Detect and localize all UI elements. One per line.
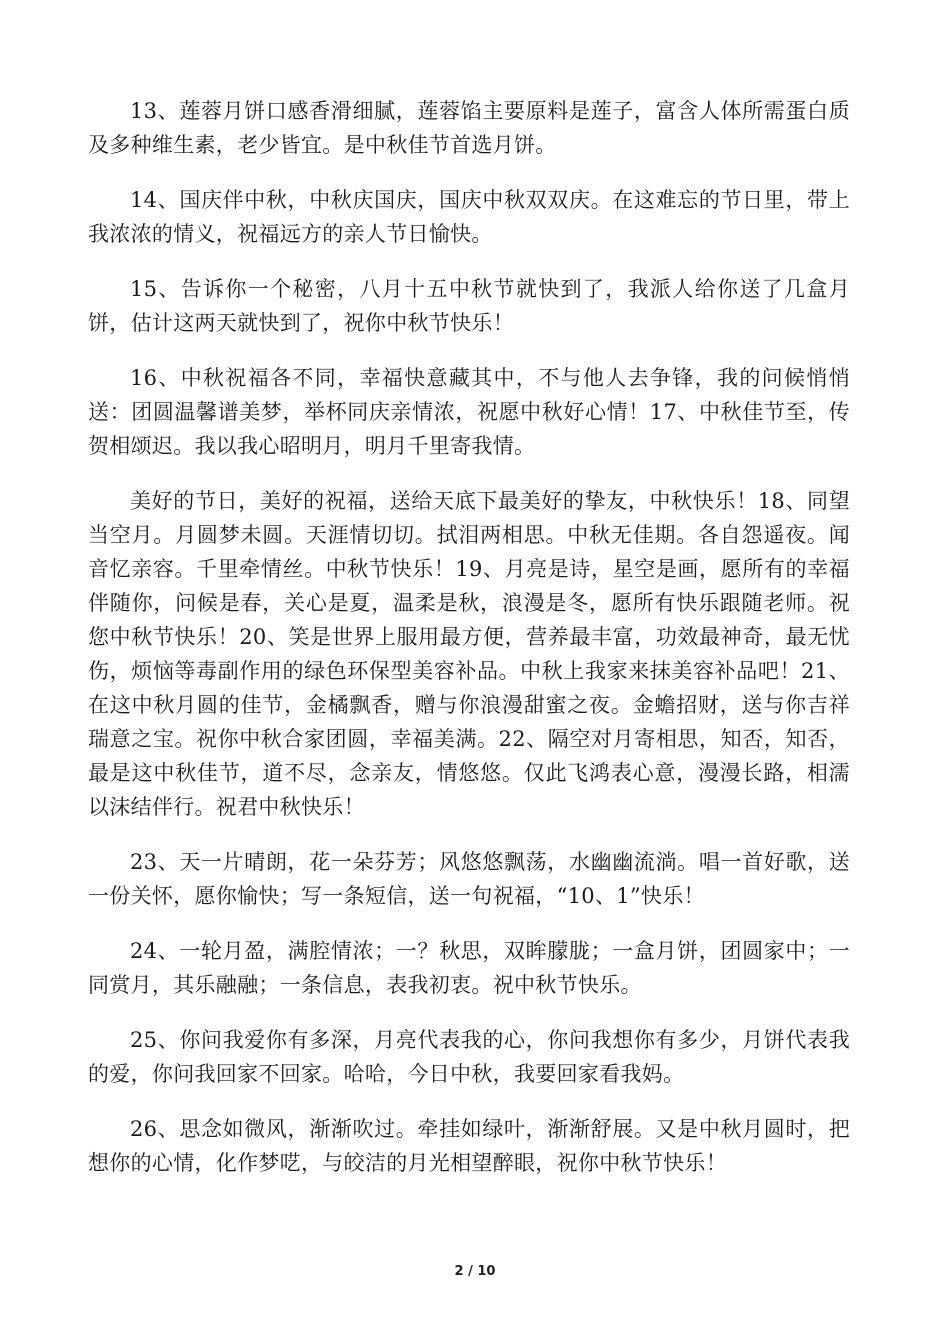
paragraph-23: 23、天一片晴朗，花一朵芬芳；风悠悠飘荡，水幽幽流淌。唱一首好歌，送一份关怀，愿你愉快；写一条短信，送一句祝福，“10、1”快乐！ [88, 850, 850, 908]
paragraph-25: 25、你问我爱你有多深，月亮代表我的心，你问我想你有多少，月饼代表我的爱，你问我回家不回家。哈哈，今日中秋，我要回家看我妈。 [88, 1028, 850, 1086]
paragraph-26: 26、思念如微风，渐渐吹过。牵挂如绿叶，渐渐舒展。又是中秋月圆时，把想你的心情，化作梦呓，与皎洁的月光相望醉眼，祝你中秋节快乐！ [88, 1117, 850, 1175]
paragraph-24: 24、一轮月盈，满腔情浓；一？秋思，双眸朦胧；一盒月饼，团圆家中；一同赏月，其乐融融；一条信息，表我初衷。祝中秋节快乐。 [88, 939, 850, 997]
paragraph-18-22: 美好的节日，美好的祝福，送给天底下最美好的挚友，中秋快乐！18、同望当空月。月圆梦未圆。天涯情切切。拭泪两相思。中秋无佳期。各自怨遥夜。闻音忆亲容。千里牵情丝。中秋节快乐！19、月亮是诗，星空是画，愿所有的幸福伴随你，问候是春，关心是夏，温柔是秋，浪漫是冬，愿所有快乐跟随老师。祝您中秋节快乐！20、笑是世界上服用最方便，营养最丰富，功效最神奇，最无忧伤，烦恼等毒副作用的绿色环保型美容补品。中秋上我家来抹美容补品吧！21、在这中秋月圆的佳节，金橘飘香，赠与你浪漫甜蜜之夜。金蟾招财，送与你吉祥瑞意之宝。祝你中秋合家团圆，幸福美满。22、隔空对月寄相思，知否，知否，最是这中秋佳节，道不尽，念亲友，情悠悠。仅此飞鸿表心意，漫漫长路，相濡以沫结伴行。祝君中秋快乐！ [88, 489, 850, 819]
paragraph-14: 14、国庆伴中秋，中秋庆国庆，国庆中秋双双庆。在这难忘的节日里，带上我浓浓的情义，祝福远方的亲人节日愉快。 [88, 188, 850, 246]
paragraph-15: 15、告诉你一个秘密，八月十五中秋节就快到了，我派人给你送了几盒月饼，估计这两天就快到了，祝你中秋节快乐！ [88, 277, 850, 335]
page-number: 2 / 10 [454, 1264, 496, 1279]
paragraph-16-17: 16、中秋祝福各不同，幸福快意藏其中，不与他人去争锋，我的问候悄悄送：团圆温馨谱美梦，举杯同庆亲情浓，祝愿中秋好心情！17、中秋佳节至，传贺相颂迟。我以我心昭明月，明月千里寄我情。 [88, 366, 850, 458]
document-body [88, 94, 850, 1201]
paragraph-13: 13、莲蓉月饼口感香滑细腻，莲蓉馅主要原料是莲子，富含人体所需蛋白质及多种维生素，老少皆宜。是中秋佳节首选月饼。 [88, 99, 850, 157]
